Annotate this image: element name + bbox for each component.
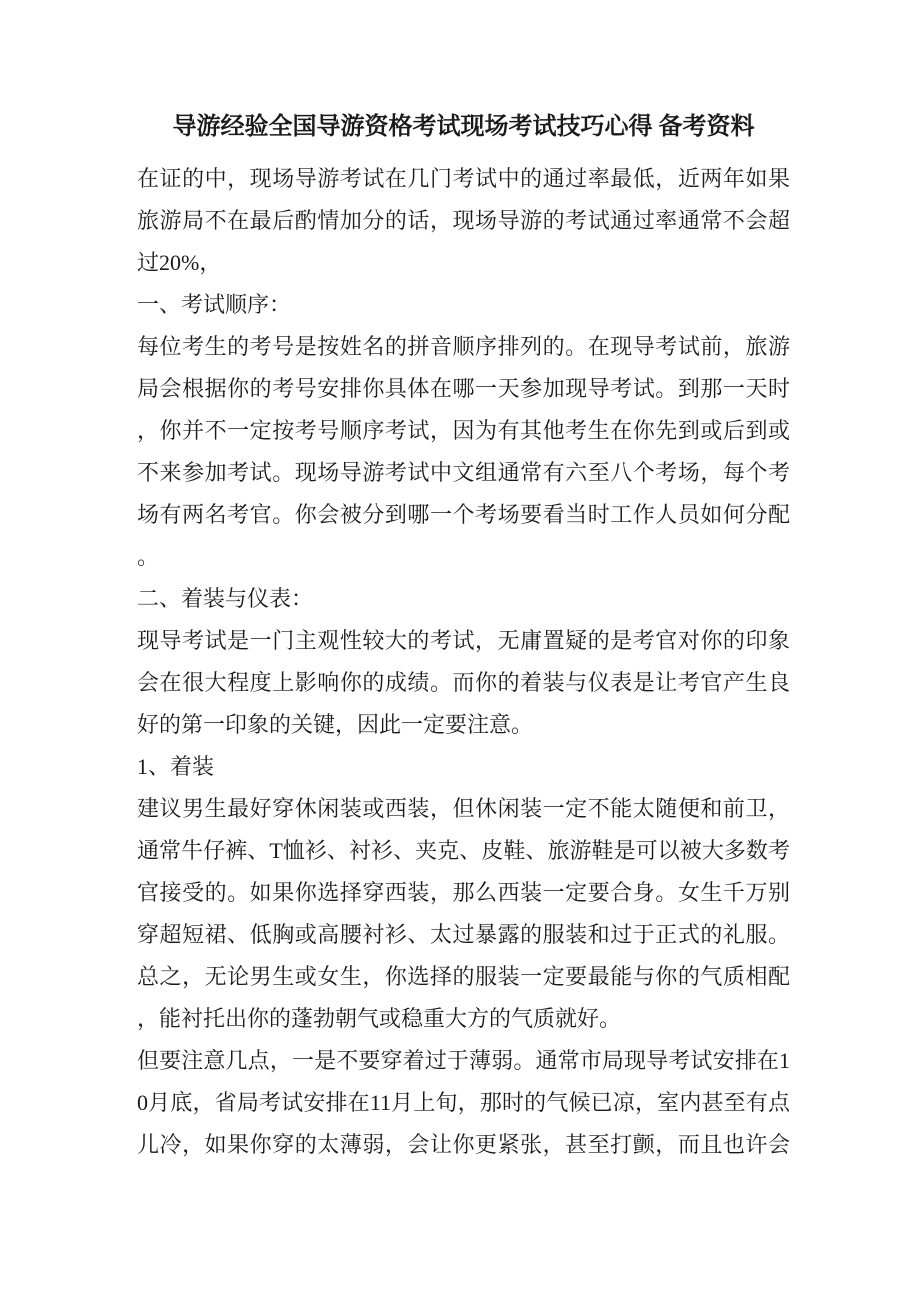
text-line: 现导考试是一门主观性较大的考试，无庸置疑的是考官对你的印象 [137,628,790,653]
text-line: 建议男生最好穿休闲装或西装，但休闲装一定不能太随便和前卫， [137,796,790,821]
text-line: 但要注意几点，一是不要穿着过于薄弱。通常市局现导考试安排在1 [137,1048,790,1073]
text-line: 1、着装 [137,754,215,779]
text-line: 官接受的。如果你选择穿西装，那么西装一定要合身。女生千万别 [137,880,790,905]
text-line: 。 [137,544,160,569]
text-line: 过20%， [137,250,222,275]
text-line: ，能衬托出你的蓬勃朝气或稳重大方的气质就好。 [137,1006,622,1031]
text-line: 旅游局不在最后酌情加分的话，现场导游的考试通过率通常不会超 [137,208,790,233]
text-line: 儿冷，如果你穿的太薄弱，会让你更紧张，甚至打颤，而且也许会 [137,1132,790,1157]
text-line: 穿超短裙、低胸或高腰衬衫、太过暴露的服装和过于正式的礼服。 [137,922,790,947]
text-line: 局会根据你的考号安排你具体在哪一天参加现导考试。到那一天时 [137,376,790,401]
text-line: 二、着装与仪表： [137,586,314,611]
text-line: 会在很大程度上影响你的成绩。而你的着装与仪表是让考官产生良 [137,670,790,695]
text-line: ，你并不一定按考号顺序考试，因为有其他考生在你先到或后到或 [137,418,790,443]
text-line: 场有两名考官。你会被分到哪一个考场要看当时工作人员如何分配 [137,502,790,527]
document-body [137,158,790,1166]
text-line: 每位考生的考号是按姓名的拼音顺序排列的。在现导考试前，旅游 [137,334,790,359]
text-line: 通常牛仔裤、T恤衫、衬衫、夹克、皮鞋、旅游鞋是可以被大多数考 [137,838,790,863]
text-line: 好的第一印象的关键，因此一定要注意。 [137,712,534,737]
text-line: 一、考试顺序： [137,292,292,317]
text-line: 在证的中，现场导游考试在几门考试中的通过率最低，近两年如果 [137,166,790,191]
text-line: 不来参加考试。现场导游考试中文组通常有六至八个考场，每个考 [137,460,790,485]
document-content [137,0,790,1166]
text-line: 总之，无论男生或女生，你选择的服装一定要最能与你的气质相配 [137,964,790,989]
document-title: 导游经验全国导游资格考试现场考试技巧心得 备考资料 [172,114,755,140]
text-line: 0月底，省局考试安排在11月上旬，那时的气候已凉，室内甚至有点 [137,1090,790,1115]
